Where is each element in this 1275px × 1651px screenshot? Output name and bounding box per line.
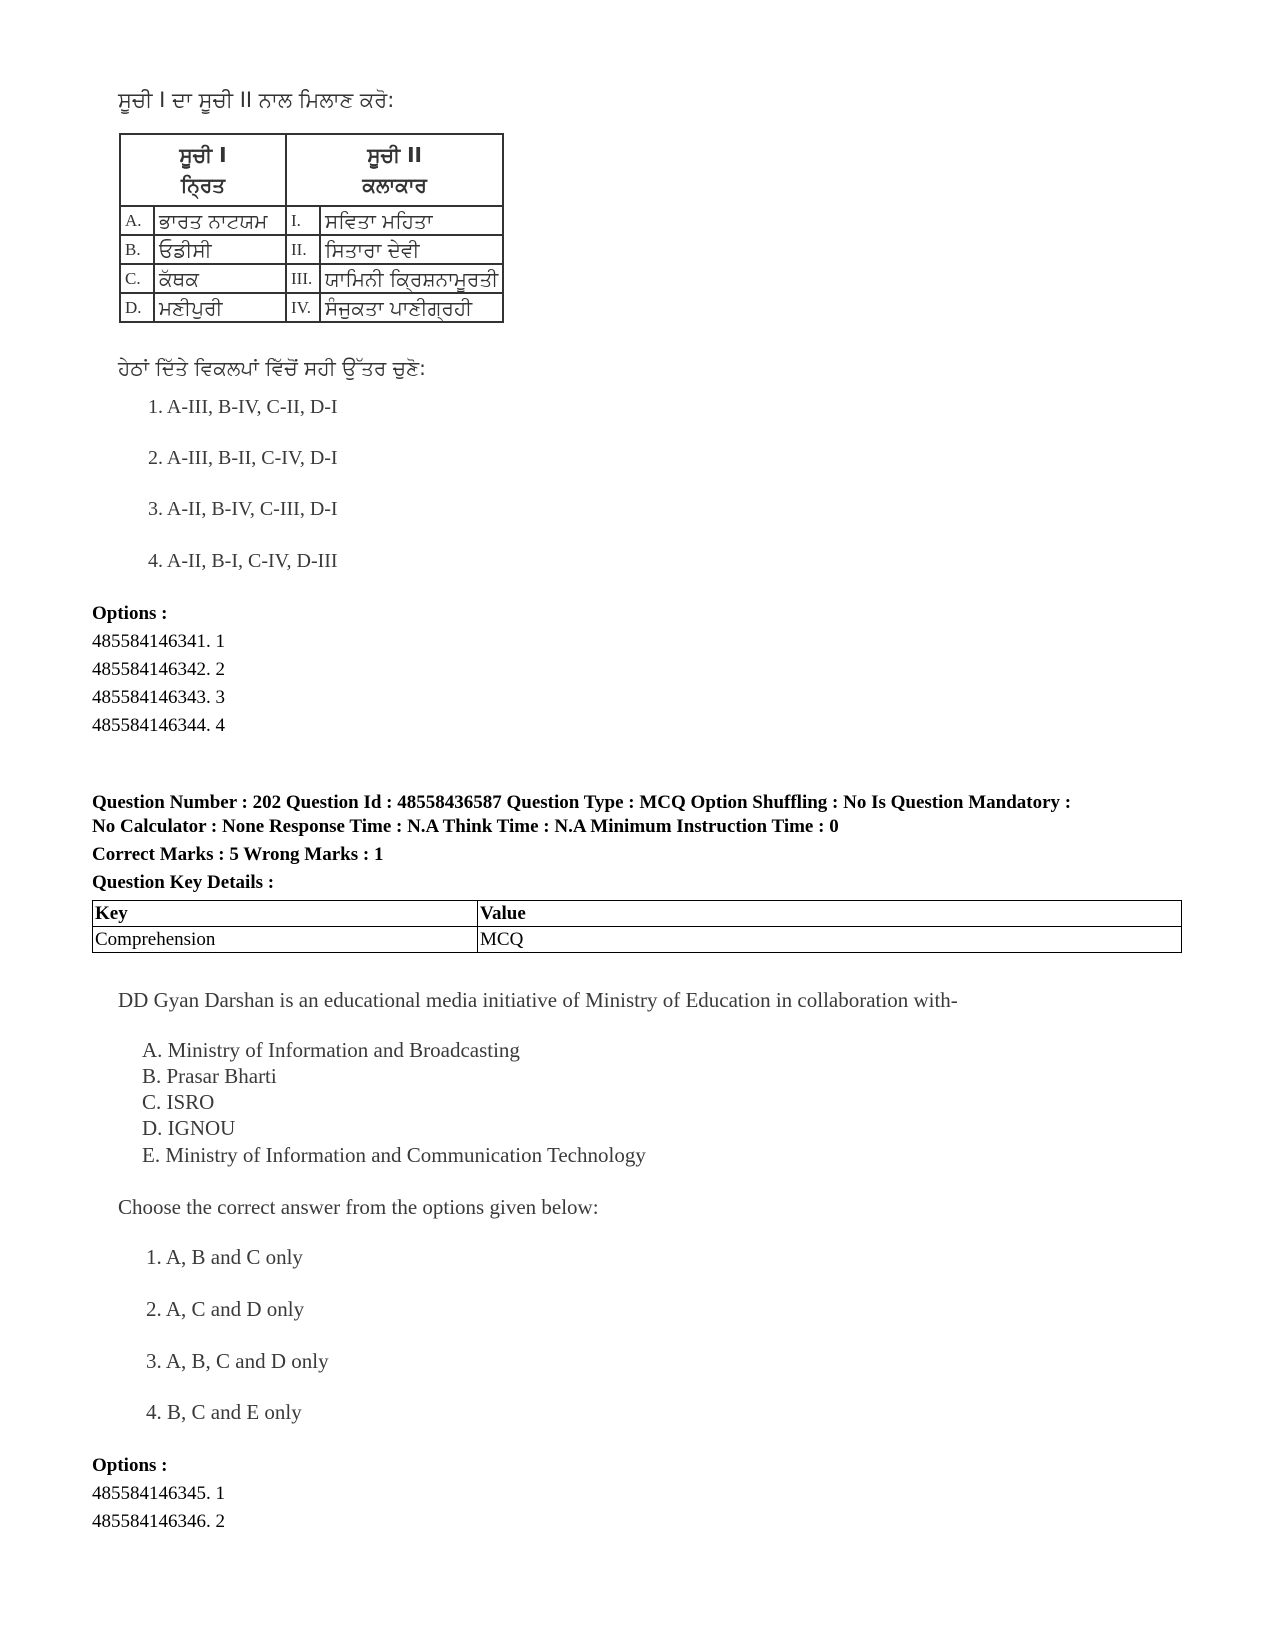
list1-subtitle: ਨ੍ਰਿਤ	[180, 173, 226, 197]
list2-title: ਸੂਚੀ II	[367, 143, 422, 167]
q2-statement: B. Prasar Bharti	[142, 1064, 277, 1088]
q1-option: 485584146342. 2	[92, 659, 225, 680]
q1-option: 485584146344. 4	[92, 715, 225, 736]
table-row	[120, 264, 503, 293]
q2-instruction: Choose the correct answer from the options given below:	[118, 1195, 599, 1219]
q2-option: 485584146345. 1	[92, 1483, 225, 1504]
q1-choice: 1. A-III, B-IV, C-II, D-I	[148, 396, 338, 418]
list2-header	[286, 134, 503, 206]
question-meta-line2: No Calculator : None Response Time : N.A Think Time : N.A Minimum Instruction Time : 0	[92, 816, 839, 837]
q2-choice: 1. A, B and C only	[146, 1245, 303, 1269]
table-row	[120, 293, 503, 322]
q2-statement: C. ISRO	[142, 1090, 215, 1114]
list2-subtitle: ਕਲਾਕਾਰ	[362, 173, 427, 197]
row-label: B.	[120, 235, 154, 264]
key-header: Key	[93, 901, 478, 927]
q2-stem: DD Gyan Darshan is an educational media initiative of Ministry of Education in collaboration with-	[118, 988, 958, 1012]
dance-form: ਭਾਰਤ ਨਾਟਯਮ	[154, 206, 286, 235]
dance-form: ਓਡੀਸੀ	[154, 235, 286, 264]
q2-choice: 4. B, C and E only	[146, 1400, 302, 1424]
match-table	[119, 133, 504, 323]
row-label: A.	[120, 206, 154, 235]
question-meta-line1: Question Number : 202 Question Id : 48558436587 Question Type : MCQ Option Shuffling : No Is Question Mandatory :	[92, 792, 1072, 813]
artist-name: ਯਾਮਿਨੀ ਕ੍ਰਿਸ਼ਨਾਮੂਰਤੀ	[320, 264, 503, 293]
key-details-heading: Question Key Details :	[92, 872, 275, 893]
q2-option: 485584146346. 2	[92, 1511, 225, 1532]
dance-form: ਮਣੀਪੁਰੀ	[154, 293, 286, 322]
q2-options-heading: Options :	[92, 1455, 168, 1476]
row-numeral: IV.	[286, 293, 320, 322]
row-numeral: II.	[286, 235, 320, 264]
artist-name: ਸੰਜੁਕਤਾ ਪਾਣੀਗ੍ਰਹੀ	[320, 293, 503, 322]
row-label: D.	[120, 293, 154, 322]
q1-choice: 2. A-III, B-II, C-IV, D-I	[148, 447, 338, 469]
q2-choice: 2. A, C and D only	[146, 1297, 305, 1321]
q1-choice: 4. A-II, B-I, C-IV, D-III	[148, 550, 338, 572]
match-table-header	[120, 134, 503, 206]
list1-header	[120, 134, 286, 206]
value-cell: MCQ	[478, 927, 1182, 953]
q1-option: 485584146341. 1	[92, 631, 225, 652]
q1-option: 485584146343. 3	[92, 687, 225, 708]
q1-options-heading: Options :	[92, 603, 168, 624]
q2-choice: 3. A, B, C and D only	[146, 1349, 329, 1373]
artist-name: ਸਿਤਾਰਾ ਦੇਵੀ	[320, 235, 503, 264]
key-cell: Comprehension	[93, 927, 478, 953]
key-table-header	[93, 901, 1182, 927]
row-label: C.	[120, 264, 154, 293]
q2-statement: D. IGNOU	[142, 1116, 236, 1140]
row-numeral: I.	[286, 206, 320, 235]
table-row	[120, 206, 503, 235]
q2-statement: A. Ministry of Information and Broadcasting	[142, 1038, 520, 1062]
row-numeral: III.	[286, 264, 320, 293]
q1-title: ਸੂਚੀ I ਦਾ ਸੂਚੀ II ਨਾਲ ਮਿਲਾਣ ਕਰੋ:	[118, 88, 395, 112]
q1-instruction: ਹੇਠਾਂ ਦਿੱਤੇ ਵਿਕਲਪਾਂ ਵਿੱਚੋਂ ਸਹੀ ਉੱਤਰ ਚੁਣੋ:	[118, 356, 426, 380]
q1-choice: 3. A-II, B-IV, C-III, D-I	[148, 498, 338, 520]
q2-statement: E. Ministry of Information and Communication Technology	[142, 1143, 646, 1167]
key-details-table	[92, 900, 1182, 953]
dance-form: ਕੱਥਕ	[154, 264, 286, 293]
table-row	[120, 235, 503, 264]
artist-name: ਸਵਿਤਾ ਮਹਿਤਾ	[320, 206, 503, 235]
list1-title: ਸੂਚੀ I	[179, 143, 227, 167]
value-header: Value	[478, 901, 1182, 927]
marks-line: Correct Marks : 5 Wrong Marks : 1	[92, 844, 384, 865]
table-row	[93, 927, 1182, 953]
